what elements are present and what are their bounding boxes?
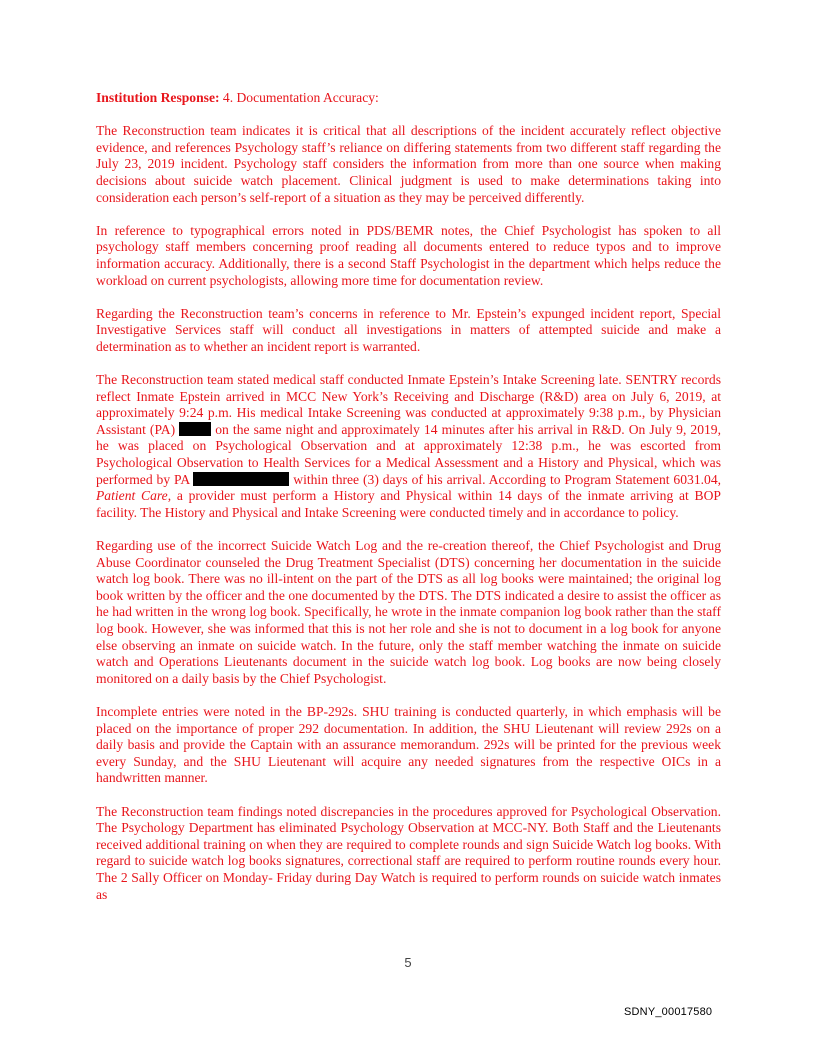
document-body <box>96 90 721 920</box>
intake-text-part-2: on the same night and approximately 14 minutes after his arrival in R&D. On July 9, 2019, he was placed on Psychological Observation and at approximately 12:38 p.m., he was escorted from Psychological Observation to Health Services for a Medical Assessment and a History and Physical, which was performed by PA <box>96 421 722 487</box>
intake-text-part-4: , a provider must perform a History and Physical within 14 days of the inmate arriving at BOP facility. The History and Physical and Intake Screening were conducted timely and in accordance to policy. <box>96 488 721 520</box>
paragraph-typographical-errors: In reference to typographical errors noted in PDS/BEMR notes, the Chief Psychologist has spoken to all psychology staff members concerning proof reading all documents entered to reduce typos and to improve information accuracy. Additionally, there is a second Staff Psychologist in the department which helps reduce the workload on current psychologists, allowing more time for documentation review. <box>96 222 721 288</box>
program-statement-title: Patient Care <box>96 488 168 504</box>
heading-title: 4. Documentation Accuracy: <box>219 90 379 105</box>
paragraph-suicide-watch-log: Regarding use of the incorrect Suicide Watch Log and the re-creation thereof, the Chief Psychologist and Drug Abuse Coordinator counseled the Drug Treatment Specialist (DTS) concerning her documentation in the suicide watch log book. There was no ill-intent on the part of the DTS as all log books were maintained; the original log book written by the officer and the one documented by the DTS. The DTS indicated a desire to assist the officer as he had written in the wrong log book. Specifically, he wrote in the inmate companion log book rather than the staff log book. However, she was informed that this is not her role and she is not to document in a log book for anyone else observing an inmate on suicide watch. In the future, only the staff member watching the inmate on suicide watch and Operations Lieutenants document in the suicide watch log book. Log books are now being closely monitored on a daily basis by the Chief Psychologist. <box>96 538 721 686</box>
heading-label: Institution Response: <box>96 90 220 105</box>
intake-text-part-3: within three (3) days of his arrival. According to Program Statement 6031.04, <box>289 471 722 487</box>
paragraph-intake-screening <box>96 372 721 521</box>
paragraph-expunged-incident-report: Regarding the Reconstruction team’s concerns in reference to Mr. Epstein’s expunged incident report, Special Investigative Services staff will conduct all investigations in matters of attempted suicide and make a determination as to whether an incident report is warranted. <box>96 305 721 354</box>
paragraph-reliance-on-statements: The Reconstruction team indicates it is critical that all descriptions of the incident accurately reflect objective evidence, and references Psychology staff’s reliance on differing statements from two different staff regarding the July 23, 2019 incident. Psychology staff considers the information from more than one source when making decisions about suicide watch placement. Clinical judgment is used to make determinations taking into consideration each person’s self-report of a situation as they may be perceived differently. <box>96 123 721 205</box>
paragraph-psychological-observation: The Reconstruction team findings noted discrepancies in the procedures approved for Psychological Observation. The Psychology Department has eliminated Psychology Observation at MCC-NY. Both Staff and the Lieutenants received additional training on when they are required to complete rounds and sign Suicide Watch log books. With regard to suicide watch log books signatures, correctional staff are required to perform routine rounds every hour. The 2 Sally Officer on Monday- Friday during Day Watch is required to perform rounds on suicide watch inmates as <box>96 803 721 902</box>
section-heading <box>96 90 721 107</box>
bates-number: SDNY_00017580 <box>624 1006 713 1018</box>
paragraph-bp-292-entries: Incomplete entries were noted in the BP-292s. SHU training is conducted quarterly, in which emphasis will be placed on the importance of proper 292 documentation. In addition, the SHU Lieutenant will review 292s on a daily basis and provide the Captain with an assurance memorandum. 292s will be printed for the previous week every Sunday, and the SHU Lieutenant will acquire any needed signatures from the respective OICs in a handwritten manner. <box>96 703 721 786</box>
redaction-box <box>193 472 289 486</box>
page-number: 5 <box>404 955 412 970</box>
intake-text-part-1: The Reconstruction team stated medical staff conducted Inmate Epstein’s Intake Screening late. SENTRY records reflect Inmate Epstein arrived in MCC New York’s Receiving and Discharge (R&D) area on July 6, 2019, at approximately 9:24 p.m. His medical Intake Screening was conducted at approximately 9:38 p.m., by Physician Assistant (PA) <box>96 372 721 437</box>
redaction-box <box>179 422 211 436</box>
